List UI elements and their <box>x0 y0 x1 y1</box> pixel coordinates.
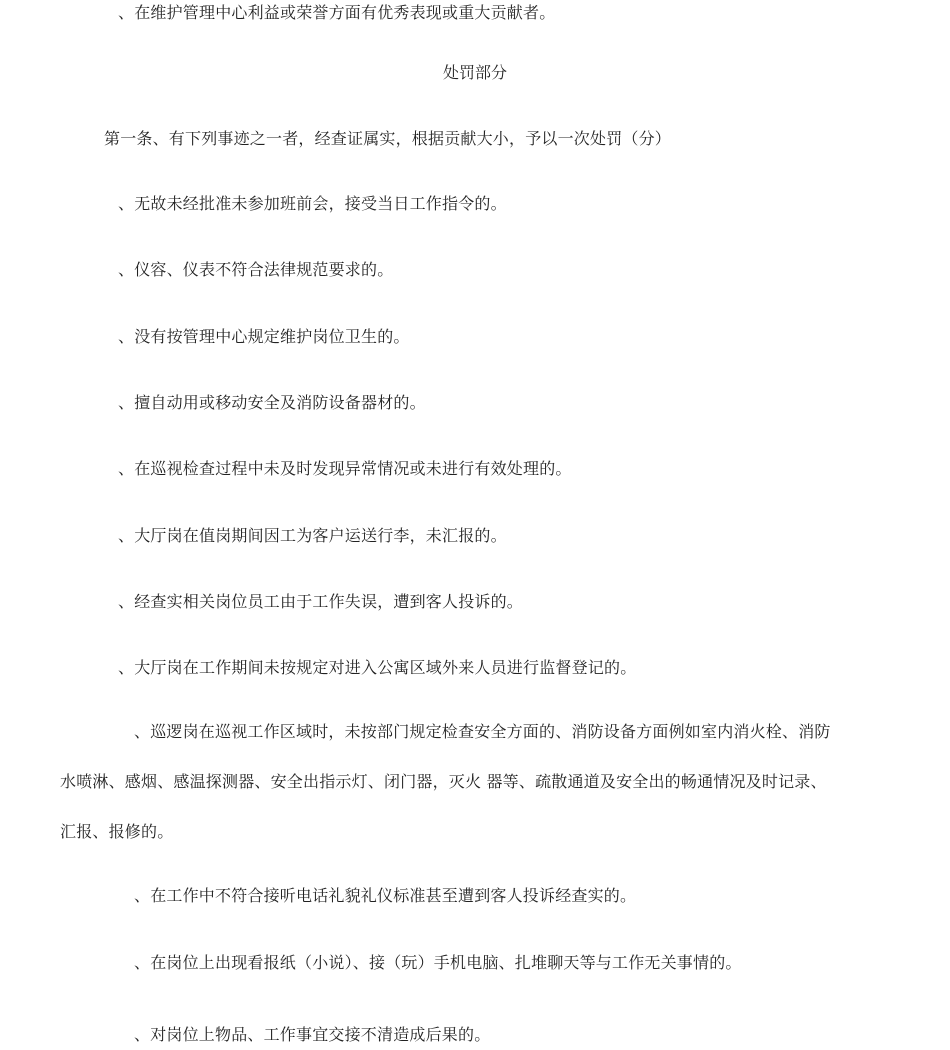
penalty-item: 、大厅岗在工作期间未按规定对进入公寓区域外来人员进行监督登记的。 <box>118 658 637 677</box>
penalty-item: 、擅自动用或移动安全及消防设备器材的。 <box>118 393 426 412</box>
penalty-item: 、在岗位上出现看报纸（小说）、接（玩）手机电脑、扎堆聊天等与工作无关事情的。 <box>134 953 742 972</box>
penalty-item: 、经查实相关岗位员工由于工作失误，遭到客人投诉的。 <box>118 592 524 611</box>
patrol-item-line-2: 水喷淋、感烟、感温探测器、安全出指示灯、闭门器，灭火 器等、疏散通道及安全出的畅通情况及时记录、 <box>60 772 827 791</box>
patrol-item-line-3: 汇报、报修的。 <box>60 822 174 841</box>
penalty-item: 、在工作中不符合接听电话礼貌礼仪标准甚至遭到客人投诉经查实的。 <box>134 886 637 905</box>
section-heading: 处罚部分 <box>442 63 507 82</box>
penalty-item: 、对岗位上物品、工作事宜交接不清造成后果的。 <box>134 1025 491 1044</box>
penalty-item: 、大厅岗在值岗期间因工为客户运送行李，未汇报的。 <box>118 526 507 545</box>
penalty-item: 、在巡视检查过程中未及时发现异常情况或未进行有效处理的。 <box>118 459 572 478</box>
penalty-item: 、没有按管理中心规定维护岗位卫生的。 <box>118 327 410 346</box>
penalty-item: 、无故未经批准未参加班前会，接受当日工作指令的。 <box>118 194 507 213</box>
merit-item: 、在维护管理中心利益或荣誉方面有优秀表现或重大贡献者。 <box>118 3 556 22</box>
article-one: 第一条、有下列事迹之一者，经查证属实，根据贡献大小，予以一次处罚（分） <box>104 129 672 148</box>
patrol-item-line-1: 、巡逻岗在巡视工作区域时，未按部门规定检查安全方面的、消防设备方面例如室内消火栓、消防 <box>134 722 831 741</box>
penalty-item: 、仪容、仪表不符合法律规范要求的。 <box>118 260 394 279</box>
